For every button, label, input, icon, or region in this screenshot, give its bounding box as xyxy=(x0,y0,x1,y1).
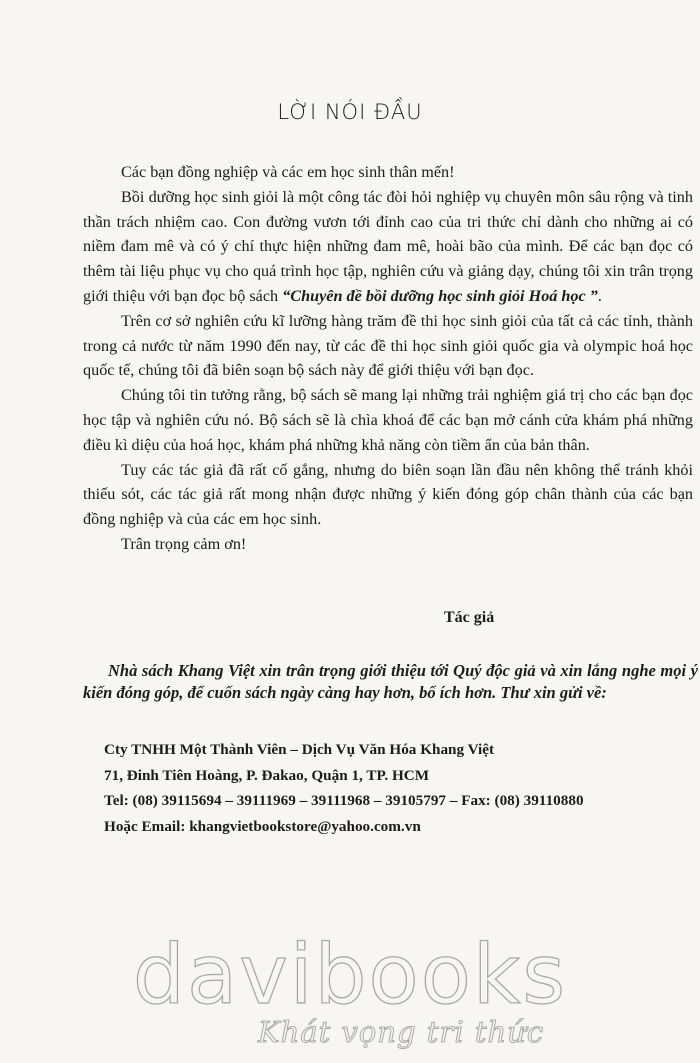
thanks-paragraph: Trân trọng cảm ơn! xyxy=(121,534,247,553)
watermark-brand: davibooks xyxy=(132,928,568,1023)
company-email: Hoặc Email: khangvietbookstore@yahoo.com.vn xyxy=(104,817,421,835)
intro-text: Bồi dưỡng học sinh giỏi là một công tác đòi hỏi nghiệp vụ chuyên môn sâu rộng và tinh thần trách nhiệm cao. Con đường vươn tới đỉnh cao của tri thức chỉ dành cho những ai có niềm đam mê và có ý chí thực hiện những đam mê, hoài bão của mình. Để các bạn đọc có thêm tài liệu phục vụ cho quá trình học tập, nghiên cứu và giảng dạy, chúng tôi xin trân trọng giới thiệu với bạn đọc bộ sách xyxy=(83,187,693,305)
belief-paragraph: Chúng tôi tin tưởng rằng, bộ sách sẽ mang lại những trải nghiệm giá trị cho các bạn đọc học tập và nghiên cứu nó. Bộ sách sẽ là chìa khoá để các bạn mở cánh cửa khám phá những điều kì diệu của hoá học, khám phá những khả năng còn tiềm ẩn của bản thân. xyxy=(83,386,693,454)
publisher-notice: Nhà sách Khang Việt xin trân trọng giới thiệu tới Quý độc giả và xin lắng nghe mọi ý kiến đóng góp, để cuốn sách ngày càng hay hơn, bổ ích hơn. Thư xin gửi về: xyxy=(83,661,698,702)
preface-body xyxy=(83,160,693,557)
company-address: 71, Đinh Tiên Hoàng, P. Đakao, Quận 1, TP. HCM xyxy=(104,766,430,784)
book-title: “Chuyên đề bồi dưỡng học sinh giỏi Hoá học ” xyxy=(282,286,598,305)
feedback-paragraph: Tuy các tác giả đã rất cố gắng, nhưng do biên soạn lần đầu nên không thể tránh khỏi thiếu sót, các tác giả rất mong nhận được những ý kiến đóng góp chân thành của các bạn đồng nghiệp và của các em học sinh. xyxy=(83,460,693,529)
intro-end: . xyxy=(597,286,602,305)
page-title: LỜI NÓI ĐẦU xyxy=(277,100,423,124)
greeting-paragraph: Các bạn đồng nghiệp và các em học sinh thân mến! xyxy=(121,163,455,181)
publisher-contact xyxy=(104,737,584,839)
company-phones: Tel: (08) 39115694 – 39111969 – 39111968 – 39105797 – Fax: (08) 39110880 xyxy=(104,792,584,809)
watermark-slogan: Khát vọng tri thức xyxy=(258,1015,545,1049)
intro-paragraph xyxy=(83,185,693,309)
company-name: Cty TNHH Một Thành Viên – Dịch Vụ Văn Hóa Khang Việt xyxy=(104,741,495,758)
author-signature: Tác giả xyxy=(444,609,495,626)
research-paragraph: Trên cơ sở nghiên cứu kĩ lưỡng hàng trăm đề thi học sinh giỏi của tất cả các tỉnh, thành trong cả nước từ năm 1990 đến nay, từ các đề thi học sinh giỏi quốc gia và olympic hoá học quốc tế, chúng tôi đã biên soạn bộ sách này để giới thiệu với bạn đọc. xyxy=(83,311,693,380)
